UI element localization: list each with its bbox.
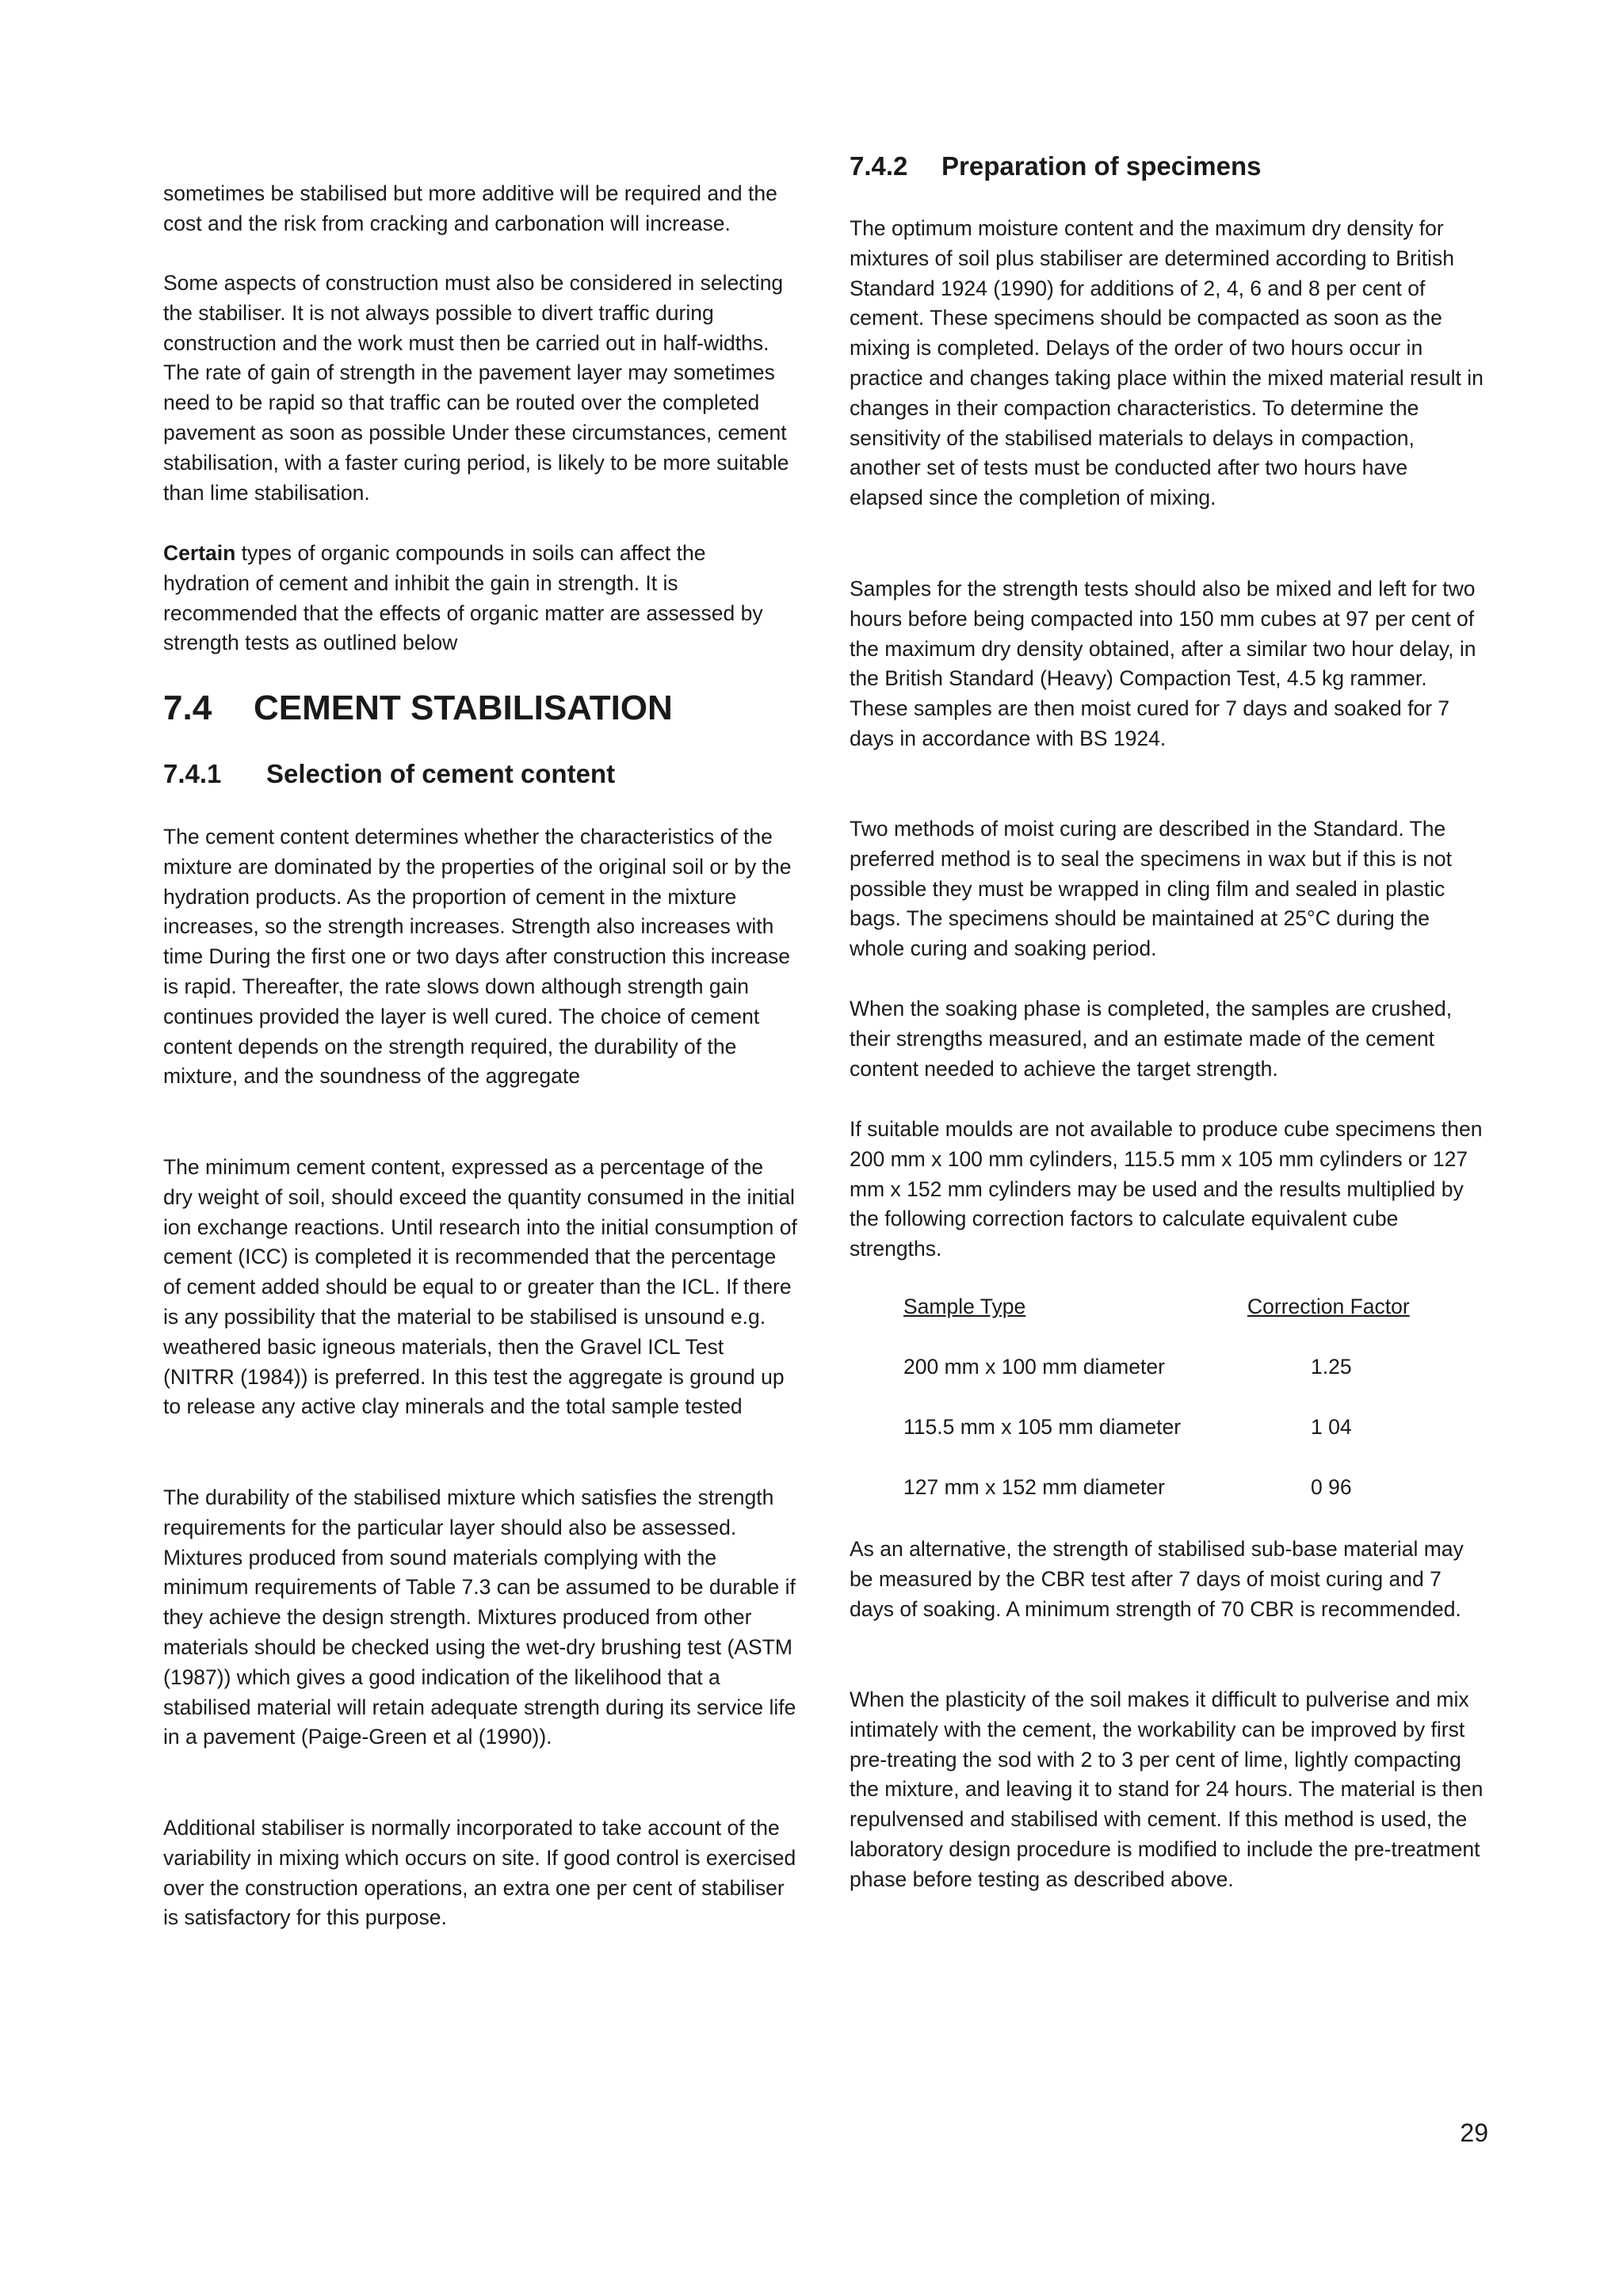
- paragraph-organic-compounds-text: types of organic compounds in soils can affect the hydration of cement and inhibit the gain in strength. It is recommended that the effects of organic matter are assessed by strength tests as outlined below: [163, 541, 763, 655]
- table-cell-sample: 115.5 mm x 105 mm diameter: [903, 1415, 1182, 1439]
- table-row: [903, 1475, 1490, 1505]
- table-cell-factor: 1 04: [1311, 1415, 1352, 1439]
- table-row: [903, 1415, 1490, 1445]
- paragraph-additional-stabiliser: Additional stabiliser is normally incorporated to take account of the variability in mixing which occurs on site. If good control is exercised over the construction operations, an extra one per cent of stabiliser is satisfactory for this purpose.: [163, 1816, 796, 1930]
- table-header-sample-type: Sample Type: [903, 1295, 1026, 1318]
- paragraph-minimum-cement: The minimum cement content, expressed as a percentage of the dry weight of soil, should exceed the quantity consumed in the initial ion exchange reactions. Until research into the initial consumption of cement (ICC) is completed it is recommended that the percentage of cement added should be equal to or greater than the ICL. If there is any possibility that the material to be stabilised is unsound e.g. weathered basic igneous materials, then the Gravel ICL Test (NITRR (1984)) is preferred. In this test the aggregate is ground up to release any active clay minerals and the total sample tested: [163, 1155, 797, 1419]
- section-number: 7.4: [163, 688, 212, 727]
- subsection-title: Selection of cement content: [266, 759, 616, 788]
- table-cell-sample: 127 mm x 152 mm diameter: [903, 1475, 1165, 1499]
- bold-lead-word: Certain: [163, 541, 236, 565]
- paragraph-moist-curing: Two methods of moist curing are described in the Standard. The preferred method is to seal the specimens in wax but if this is not possible they must be wrapped in cling film and sealed in plastic bags. The specimens should be maintained at 25°C during the whole curing and soaking period.: [850, 817, 1453, 961]
- paragraph-cement-content: The cement content determines whether the characteristics of the mixture are dominated by the properties of the original soil or by the hydration products. As the proportion of cement in the mixture increases, so the strength increases. Strength also increases with time During the first one or two days after construction this increase is rapid. Thereafter, the rate slows down although strength gain continues provided the layer is well cured. The choice of cement content depends on the strength required, the durability of the mixture, and the soundness of the aggregate: [163, 825, 792, 1089]
- subsection-title: Preparation of specimens: [941, 151, 1262, 181]
- subsection-heading-preparation: [850, 151, 1261, 182]
- section-title: CEMENT STABILISATION: [254, 688, 673, 727]
- subsection-number: 7.4.2: [850, 151, 908, 181]
- subsection-number: 7.4.1: [163, 759, 222, 788]
- page-number: 29: [1460, 2119, 1488, 2147]
- table-cell-factor: 1.25: [1311, 1355, 1352, 1379]
- paragraph-strength-samples: Samples for the strength tests should also be mixed and left for two hours before being compacted into 150 mm cubes at 97 per cent of the maximum dry density obtained, after a similar two hour delay, in the British Standard (Heavy) Compaction Test, 4.5 kg rammer. These samples are then moist cured for 7 days and soaked for 7 days in accordance with BS 1924.: [850, 577, 1476, 750]
- table-row: [903, 1355, 1490, 1385]
- section-heading: [163, 688, 673, 729]
- paragraph-durability: The durability of the stabilised mixture which satisfies the strength requirements for the particular layer should also be assessed. Mixtures produced from sound materials complying with the minimum requirements of Table 7.3 can be assumed to be durable if they achieve the design strength. Mixtures produced from other materials should be checked using the wet-dry brushing test (ASTM (1987)) which gives a good indication of the likelihood that a stabilised material will retain adequate strength during its service life in a pavement (Paige-Green et al (1990)).: [163, 1486, 796, 1749]
- paragraph-soaking-phase: When the soaking phase is completed, the samples are crushed, their strengths measured, and an estimate made of the cement content needed to achieve the target strength.: [850, 997, 1453, 1081]
- table-cell-factor: 0 96: [1311, 1475, 1352, 1499]
- table-header-correction-factor: Correction Factor: [1247, 1295, 1410, 1318]
- paragraph-moulds: If suitable moulds are not available to produce cube specimens then 200 mm x 100 mm cylinders, 115.5 mm x 105 mm cylinders or 127 mm x 152 mm cylinders may be used and the results multiplied by the following correction factors to calculate equivalent cube strengths.: [850, 1117, 1483, 1261]
- paragraph-stabiliser-cost: sometimes be stabilised but more additive will be required and the cost and the risk from cracking and carbonation will increase.: [163, 181, 777, 235]
- paragraph-cbr-alternative: As an alternative, the strength of stabilised sub-base material may be measured by the CBR test after 7 days of moist curing and 7 days of soaking. A minimum strength of 70 CBR is recommended.: [850, 1537, 1464, 1621]
- table-cell-sample: 200 mm x 100 mm diameter: [903, 1355, 1165, 1379]
- subsection-heading-selection: [163, 758, 615, 790]
- paragraph-organic-compounds: [163, 539, 797, 658]
- paragraph-plasticity: When the plasticity of the soil makes it difficult to pulverise and mix intimately with the cement, the workability can be improved by first pre-treating the sod with 2 to 3 per cent of lime, lightly compacting the mixture, and leaving it to stand for 24 hours. The material is then repulvensed and stabilised with cement. If this method is used, the laboratory design procedure is modified to include the pre-treatment phase before testing as described above.: [850, 1688, 1484, 1891]
- paragraph-construction-aspects: Some aspects of construction must also be considered in selecting the stabiliser. It is not always possible to divert traffic during construction and the work must then be carried out in half-widths. The rate of gain of strength in the pavement layer may sometimes need to be rapid so that traffic can be routed over the completed pavement as soon as possible Under these circumstances, cement stabilisation, with a faster curing period, is likely to be more suitable than lime stabilisation.: [163, 271, 789, 505]
- paragraph-optimum-moisture: The optimum moisture content and the maximum dry density for mixtures of soil plus stabiliser are determined according to British Standard 1924 (1990) for additions of 2, 4, 6 and 8 per cent of cement. These specimens should be compacted as soon as the mixing is completed. Delays of the order of two hours occur in practice and changes taking place within the mixed material result in changes in their compaction characteristics. To determine the sensitivity of the stabilised materials to delays in compaction, another set of tests must be conducted after two hours have elapsed since the completion of mixing.: [850, 216, 1484, 510]
- table-header-row: [903, 1295, 1490, 1325]
